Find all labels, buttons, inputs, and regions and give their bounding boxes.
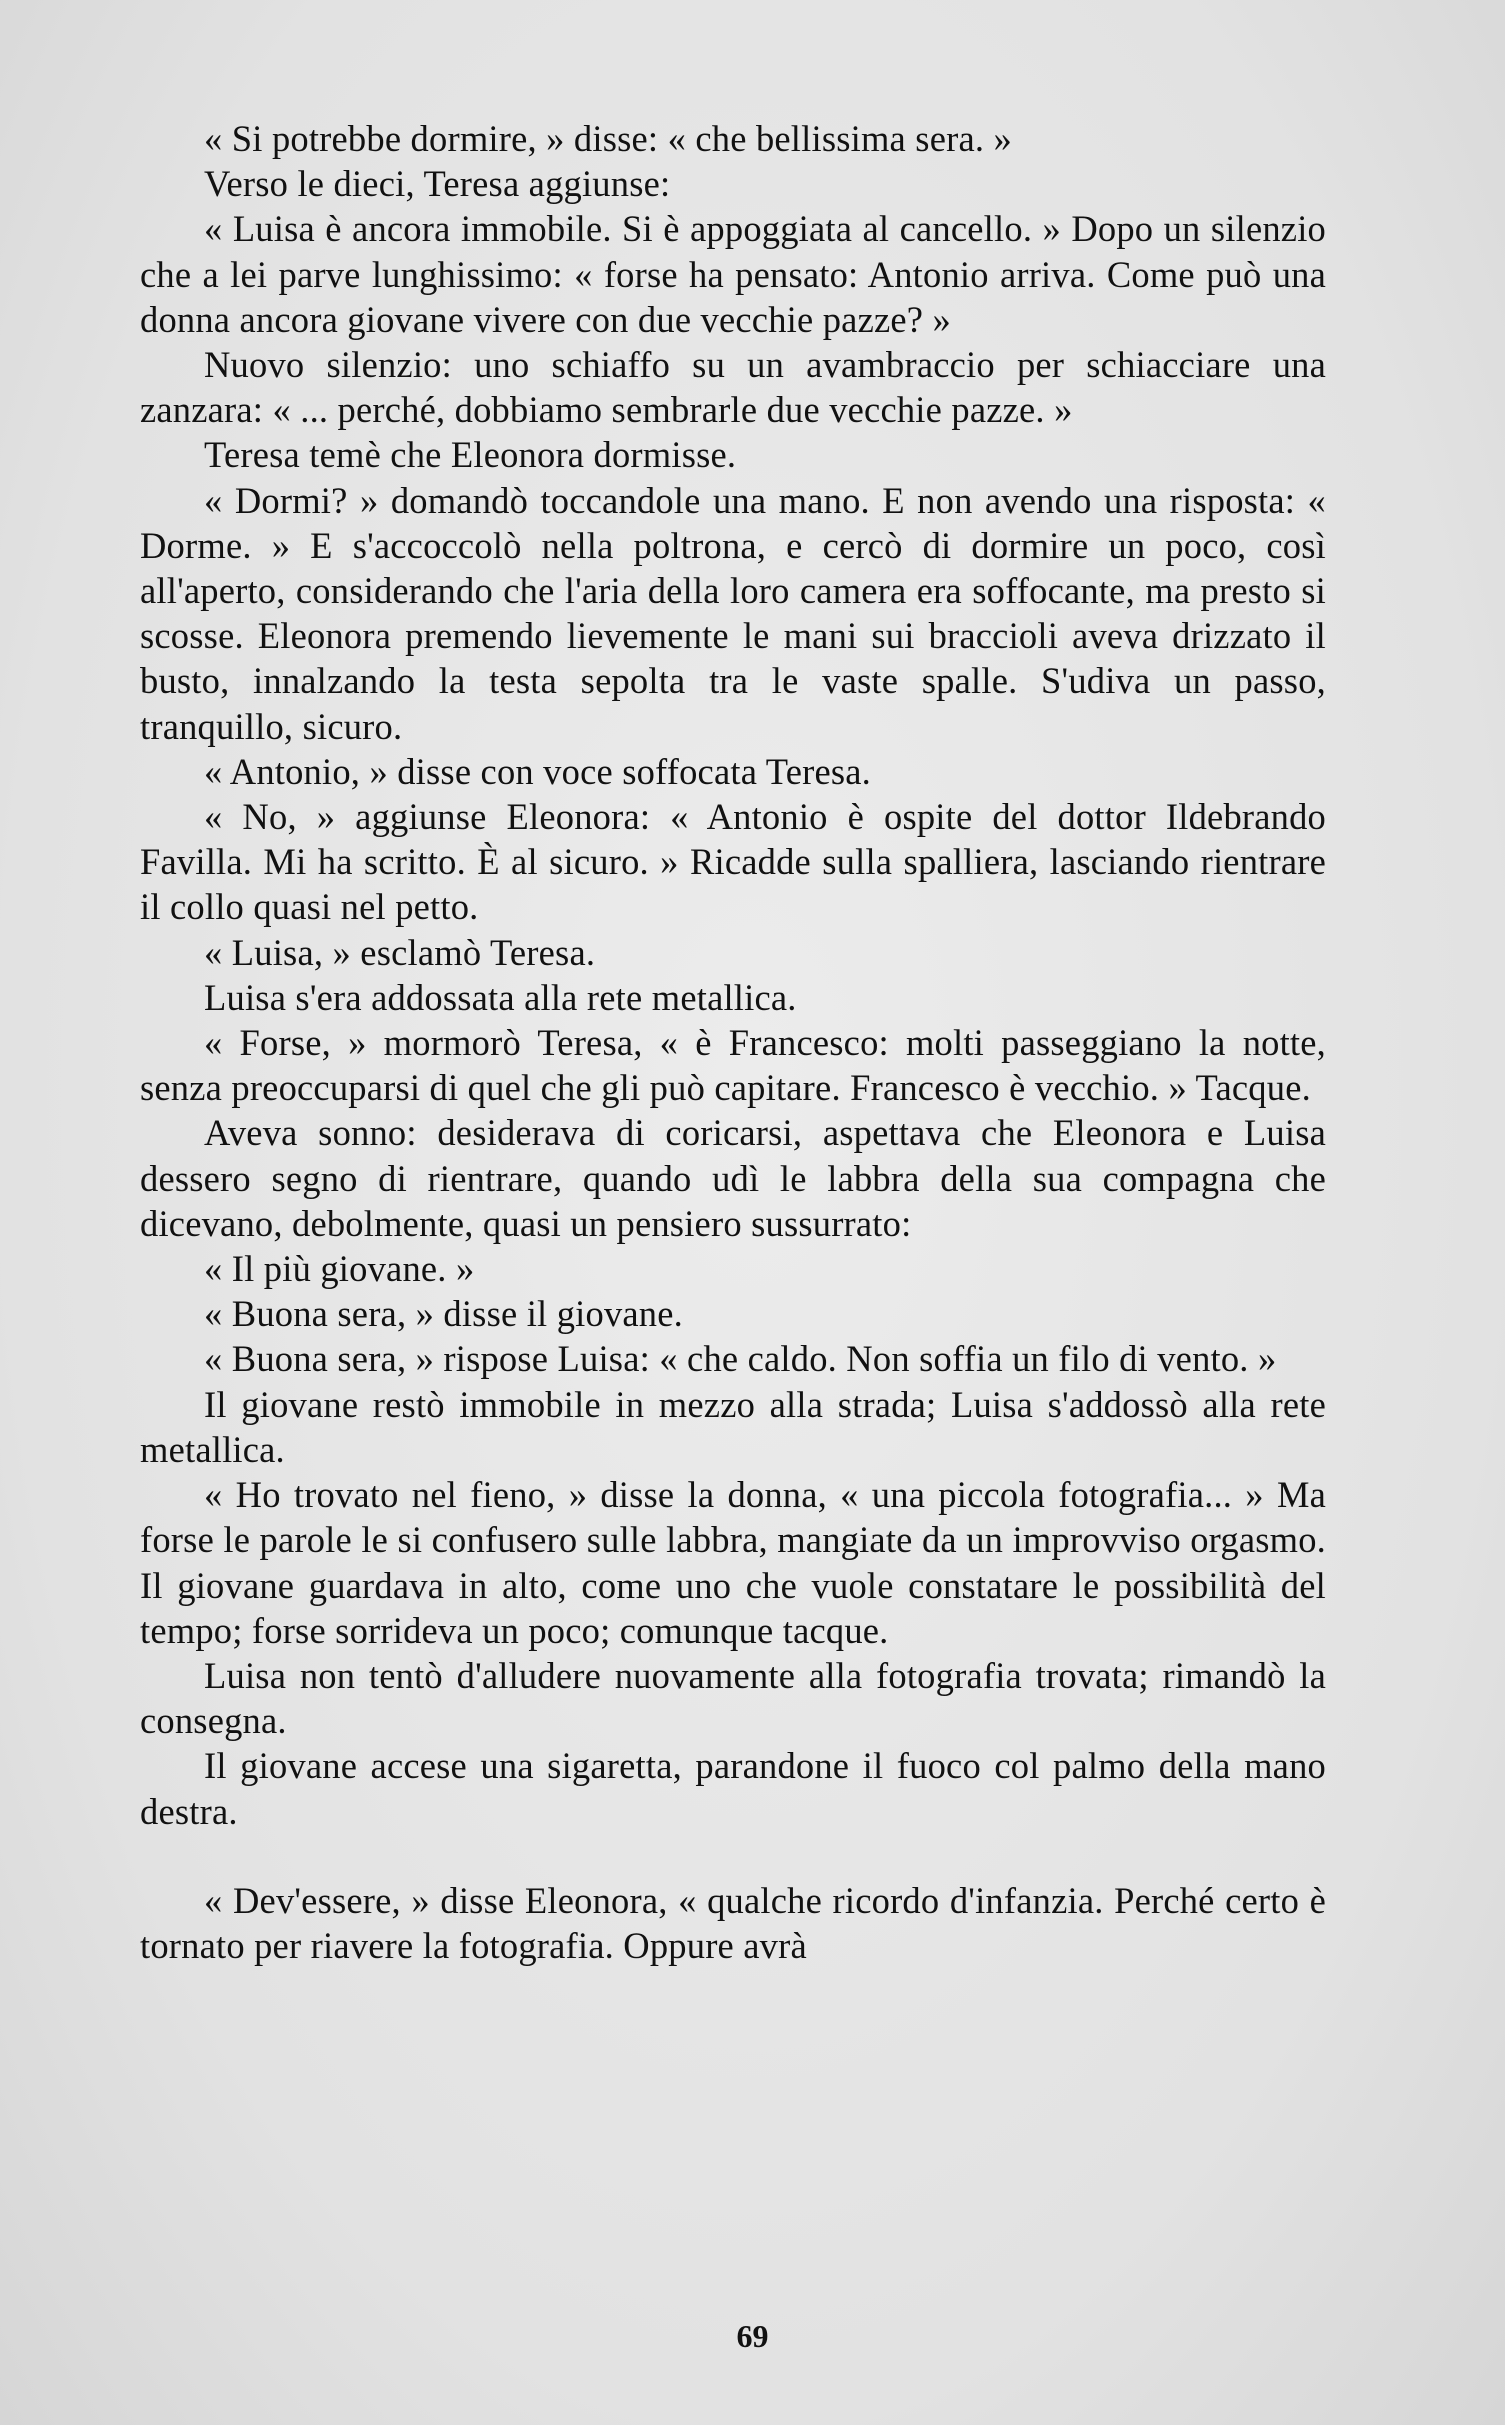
paragraph: Verso le dieci, Teresa aggiunse: [204,163,671,205]
paragraph: Luisa s'era addossata alla rete metallica. [204,976,797,1018]
paragraph: Il giovane accese una sigaretta, parandone il fuoco col palmo della mano destra. [140,1745,1326,1832]
paragraph: Il giovane restò immobile in mezzo alla strada; Luisa s'addossò alla rete metallica. [140,1383,1326,1470]
paragraph: Teresa temè che Eleonora dormisse. [204,434,737,476]
body-text [140,116,1326,1968]
paragraph: Nuovo silenzio: uno schiaffo su un avambraccio per schiacciare una zanzara: « ... perché, dobbiamo sembrarle due vecchie pazze. » [140,344,1326,431]
paragraph: « Buona sera, » rispose Luisa: « che caldo. Non soffia un filo di vento. » [204,1338,1277,1380]
paragraph: « No, » aggiunse Eleonora: « Antonio è ospite del dottor Ildebrando Favilla. Mi ha scritto. È al sicuro. » Ricadde sulla spalliera, lasciando rientrare il collo quasi nel petto. [140,796,1326,928]
paragraph: Luisa non tentò d'alludere nuovamente alla fotografia trovata; rimandò la consegna. [140,1654,1326,1742]
paragraph: « Forse, » mormorò Teresa, « è Francesco: molti passeggiano la notte, senza preoccuparsi di quel che gli può capitare. Francesco è vecchio. » Tacque. [140,1022,1326,1109]
paragraph: « Dormi? » domandò toccandole una mano. E non avendo una risposta: « Dorme. » E s'accoccolò nella poltrona, e cercò di dormire un poco, così all'aperto, considerando che l'aria della loro camera era soffocante, ma presto si scosse. Eleonora premendo lievemente le mani sui braccioli aveva drizzato il busto, innalzando la testa sepolta tra le vaste spalle. S'udiva un passo, tranquillo, sicuro. [140,479,1326,747]
paragraph: « Luisa, » esclamò Teresa. [204,931,596,973]
paragraph: « Luisa è ancora immobile. Si è appoggiata al cancello. » Dopo un silenzio che a lei parve lunghissimo: « forse ha pensato: Antonio arriva. Come può una donna ancora giovane vivere con due vecchie pazze? » [140,208,1326,340]
page-number: 69 [736,2318,769,2354]
paragraph: Aveva sonno: desiderava di coricarsi, aspettava che Eleonora e Luisa dessero segno di rientrare, quando udì le labbra della sua compagna che dicevano, debolmente, quasi un pensiero sussurrato: [140,1112,1326,1244]
paragraph: « Il più giovane. » [204,1248,475,1290]
paragraph: « Dev'essere, » disse Eleonora, « qualche ricordo d'infanzia. Perché certo è tornato per riavere la fotografia. Oppure avrà [140,1879,1326,1966]
paragraph: « Si potrebbe dormire, » disse: « che bellissima sera. » [204,118,1012,159]
paragraph: « Buona sera, » disse il giovane. [204,1293,683,1335]
paragraph: « Ho trovato nel fieno, » disse la donna, « una piccola fotografia... » Ma forse le parole le si confusero sulle labbra, mangiate da un improvviso orgasmo. Il giovane guardava in alto, come uno che vuole constatare le possibilità del tempo; forse sorrideva un poco; comunque tacque. [140,1474,1326,1651]
paragraph: « Antonio, » disse con voce soffocata Teresa. [204,750,871,792]
